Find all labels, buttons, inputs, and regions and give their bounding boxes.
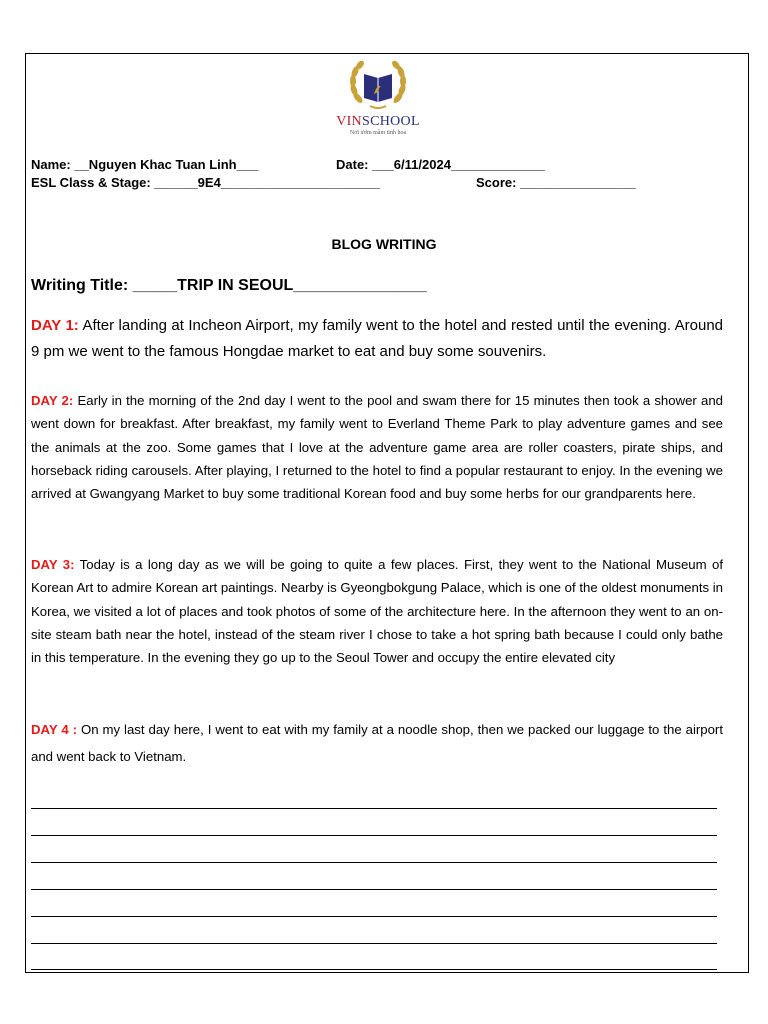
day-4-text: On my last day here, I went to eat with my family at a noodle shop, then we packed our luggage to the airport and went back to Vietnam.: [31, 722, 723, 764]
day-3-paragraph: [31, 553, 723, 669]
score-field: Score: ________________: [476, 175, 636, 190]
day-3-text: Today is a long day as we will be going to quite a few places. First, they went to the National Museum of Korean Art to admire Korean art paintings. Nearby is Gyeongbokgung Palace, which is one of the oldest monuments in Korea, we visited a lot of places and took photos of some of the architecture here. In the afternoon they went to an on-site steam bath near the hotel, instead of the steam river I chose to take a hot spring bath because I could only bathe in this temperature. In the evening they go up to the Seoul Tower and occupy the entire elevated city: [31, 557, 724, 666]
logo-tagline: Nơi ươm mầm tinh hoa: [349, 130, 407, 136]
day-4-paragraph: [31, 716, 723, 770]
blank-writing-line: [31, 835, 717, 836]
date-field: Date: ___6/11/2024_____________: [336, 157, 545, 172]
vinschool-logo: [330, 58, 426, 138]
document-title: BLOG WRITING: [331, 236, 437, 252]
day-2-label: DAY 2:: [31, 393, 74, 408]
name-field: Name: __Nguyen Khac Tuan Linh___: [31, 157, 259, 172]
blank-writing-line: [31, 808, 717, 809]
blank-writing-line: [31, 862, 717, 863]
blank-writing-line: [31, 969, 717, 970]
day-2-text: Early in the morning of the 2nd day I went to the pool and swam there for 15 minutes then took a shower and went down for breakfast. After breakfast, my family went to Everland Theme Park to play adventure games and see the animals at the zoo. Some games that I love at the adventure game area are roller coasters, pirate ships, and horseback riding carousels. After playing, I returned to the hotel to find a popular restaurant to enjoy. In the evening we arrived at Gwangyang Market to buy some traditional Korean food and buy some herbs for our grandparents here.: [31, 393, 723, 502]
blank-writing-line: [31, 916, 717, 917]
writing-title: Writing Title: _____TRIP IN SEOUL_______________: [31, 277, 427, 294]
logo-wordmark: VINSCHOOL: [336, 114, 420, 129]
day-2-paragraph: [31, 389, 723, 505]
blank-writing-line: [31, 889, 717, 890]
blank-writing-line: [31, 943, 717, 944]
day-4-label: DAY 4 :: [31, 722, 78, 737]
day-1-text: After landing at Incheon Airport, my family went to the hotel and rested until the evening. Around 9 pm we went to the famous Hongdae market to eat and buy some souvenirs.: [31, 317, 724, 360]
laurel-book-emblem: [330, 58, 426, 114]
day-3-label: DAY 3:: [31, 557, 75, 572]
day-1-paragraph: [31, 313, 723, 365]
day-1-label: DAY 1:: [31, 317, 79, 334]
class-stage-field: ESL Class & Stage: ______9E4______________________: [31, 175, 380, 190]
